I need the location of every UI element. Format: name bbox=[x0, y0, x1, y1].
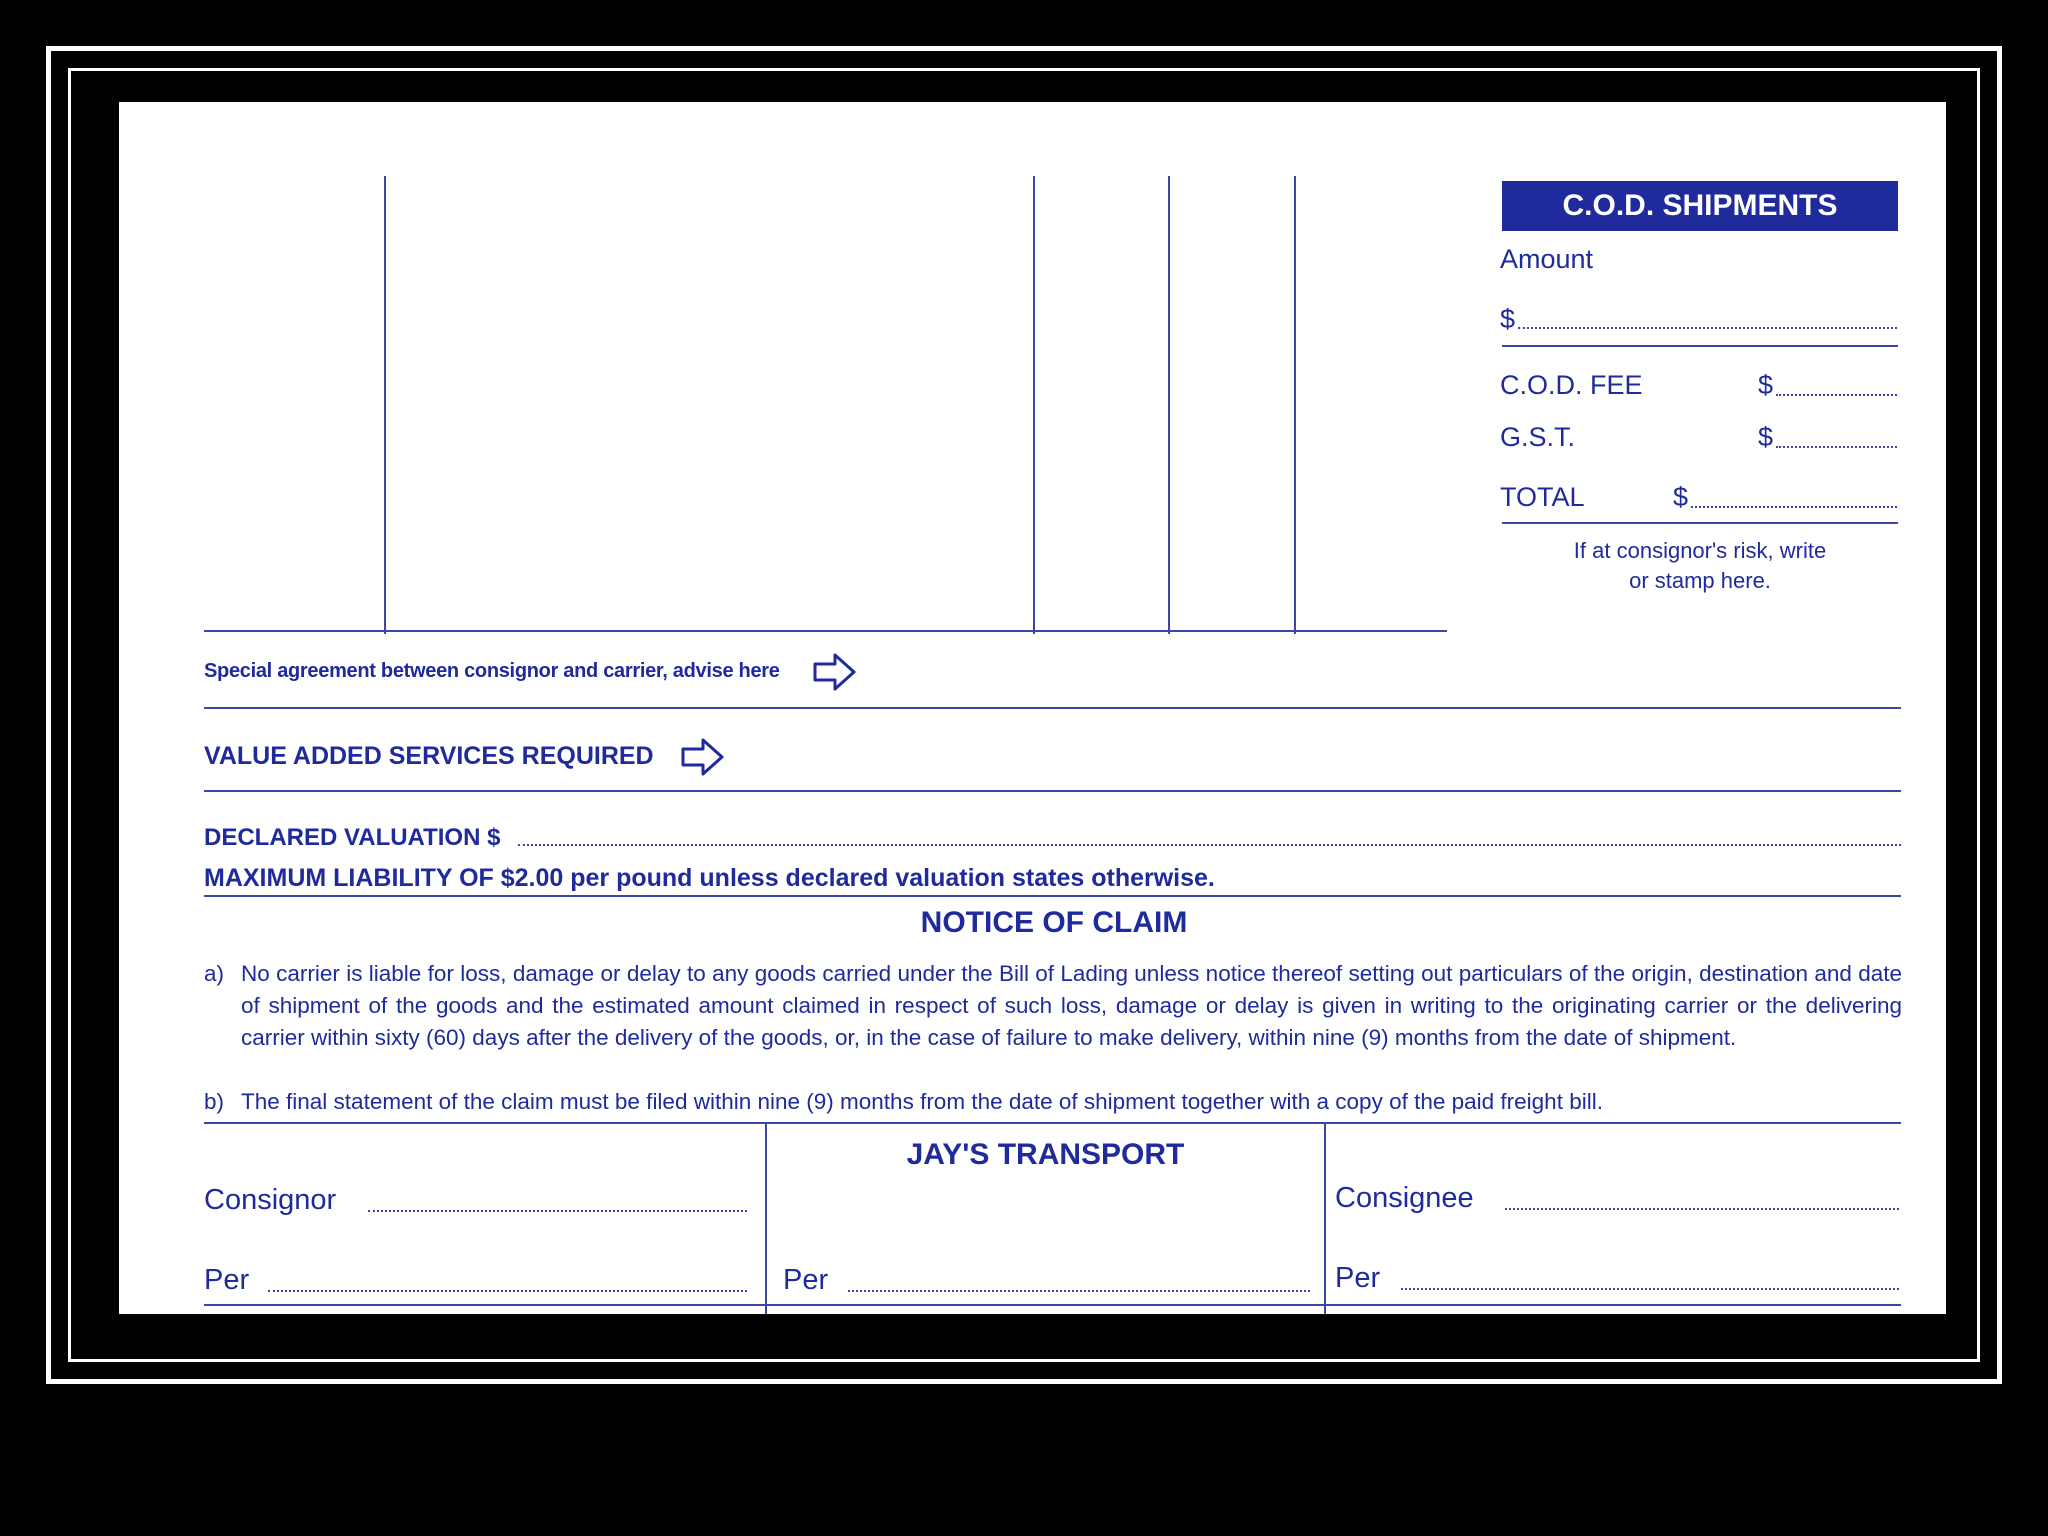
arrow-right-icon bbox=[813, 652, 857, 692]
gst-dollar: $ bbox=[1758, 422, 1774, 452]
consignor-per-field[interactable] bbox=[268, 1290, 747, 1292]
total-label: TOTAL bbox=[1500, 482, 1585, 512]
claim-clause-b bbox=[204, 1086, 1902, 1120]
special-agreement-label: Special agreement between consignor and carrier, advise here bbox=[204, 660, 780, 682]
claim-clause-a-label: a) bbox=[204, 961, 225, 986]
cod-amount-label: Amount bbox=[1500, 244, 1594, 274]
cod-fee-label: C.O.D. FEE bbox=[1500, 370, 1643, 400]
cod-total-divider bbox=[1502, 522, 1898, 524]
table-column-divider bbox=[1033, 176, 1035, 634]
declared-valuation-field[interactable] bbox=[518, 844, 1901, 846]
consignor-per-label: Per bbox=[204, 1264, 250, 1296]
cod-amount-dollar: $ bbox=[1500, 304, 1516, 334]
cod-fee-dollar: $ bbox=[1758, 370, 1774, 400]
risk-note-line2: or stamp here. bbox=[1629, 568, 1771, 593]
carrier-per-field[interactable] bbox=[848, 1290, 1310, 1292]
claim-clause-b-label: b) bbox=[204, 1089, 225, 1114]
consignee-field[interactable] bbox=[1505, 1208, 1899, 1210]
table-column-divider bbox=[1294, 176, 1296, 634]
bill-of-lading-form bbox=[119, 102, 1946, 1314]
declared-valuation-label: DECLARED VALUATION $ bbox=[204, 824, 501, 851]
claim-clause-a-text: No carrier is liable for loss, damage or delay to any goods carried under the Bill of Lading unless notice thereof setting out particulars of the origin, destination and date of shipment of the goods and the estimated amount claimed in respect of such loss, damage or delay is given in writing to the originating carrier or the delivering carrier within sixty (60) days after the delivery of the goods, or, in the case of failure to make delivery, within nine (9) months from the date of shipment. bbox=[241, 961, 1902, 1050]
cod-shipments-header: C.O.D. SHIPMENTS bbox=[1502, 181, 1898, 231]
signature-bottom-line bbox=[204, 1304, 1901, 1306]
value-added-services-label: VALUE ADDED SERVICES REQUIRED bbox=[204, 742, 654, 770]
arrow-right-icon bbox=[681, 737, 725, 777]
table-column-divider bbox=[1168, 176, 1170, 634]
liability-notice: MAXIMUM LIABILITY OF $2.00 per pound unless declared valuation states otherwise. bbox=[204, 864, 1215, 892]
consignee-label: Consignee bbox=[1335, 1182, 1474, 1214]
cod-amount-field[interactable] bbox=[1518, 327, 1897, 329]
gst-field[interactable] bbox=[1776, 446, 1897, 448]
consignor-label: Consignor bbox=[204, 1184, 337, 1216]
notice-of-claim-title: NOTICE OF CLAIM bbox=[920, 906, 1188, 939]
value-added-line bbox=[204, 790, 1901, 792]
carrier-per-label: Per bbox=[783, 1264, 829, 1296]
consignee-per-label: Per bbox=[1335, 1262, 1381, 1294]
gst-label: G.S.T. bbox=[1500, 422, 1576, 452]
carrier-name: JAY'S TRANSPORT bbox=[906, 1138, 1185, 1171]
special-agreement-line bbox=[204, 707, 1901, 709]
claim-clause-b-text: The final statement of the claim must be filed within nine (9) months from the date of shipment together with a copy of the paid freight bill. bbox=[241, 1089, 1603, 1114]
total-field[interactable] bbox=[1691, 506, 1897, 508]
consignee-per-field[interactable] bbox=[1401, 1288, 1899, 1290]
total-dollar: $ bbox=[1673, 482, 1689, 512]
signature-divider bbox=[1324, 1124, 1326, 1314]
claim-clause-a bbox=[204, 958, 1902, 1088]
table-column-divider bbox=[384, 176, 386, 634]
claim-bottom-line bbox=[204, 1122, 1901, 1124]
table-bottom-line bbox=[204, 630, 1447, 632]
cod-fee-field[interactable] bbox=[1776, 394, 1897, 396]
cod-amount-divider bbox=[1502, 345, 1898, 347]
consignor-field[interactable] bbox=[368, 1210, 747, 1212]
risk-note-line1: If at consignor's risk, write bbox=[1573, 538, 1827, 563]
liability-line bbox=[204, 895, 1901, 897]
